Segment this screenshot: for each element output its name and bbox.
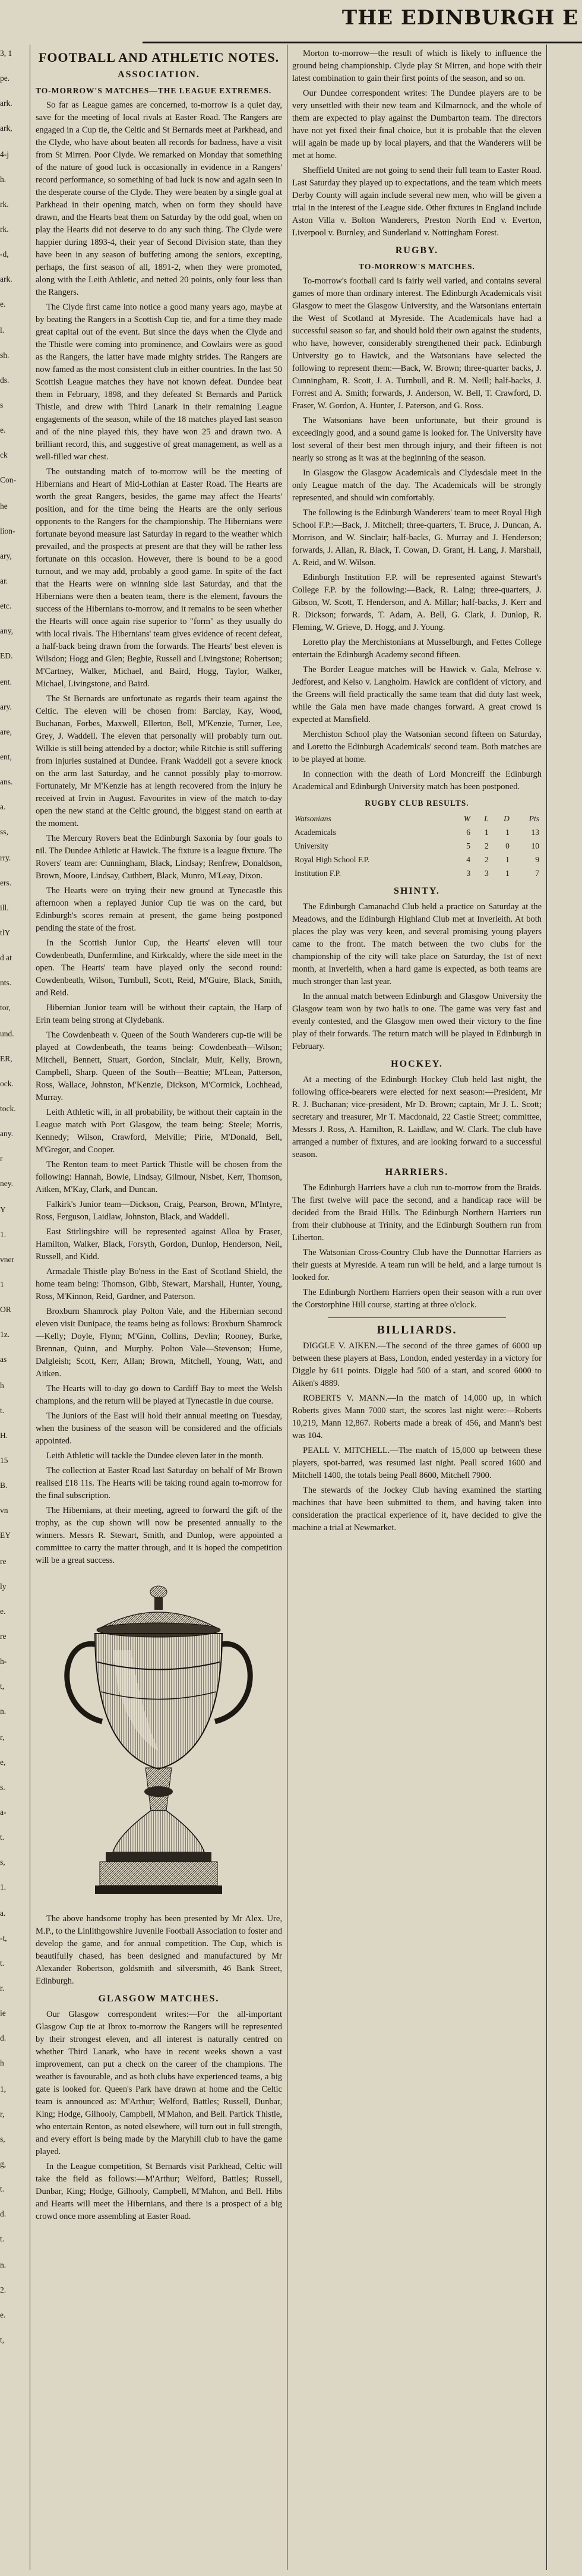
fragment-line: ans. [0,777,13,786]
fragment-line: any. [0,1129,13,1138]
fragment-line: ED. [0,651,13,660]
fragment-line: B. [0,1481,8,1490]
fragment-line: as [0,1355,7,1364]
fragment-line: ie [0,2009,6,2017]
fragment-line: ock. [0,1079,14,1088]
fragment-line: ary. [0,702,12,711]
fragment-line: H. [0,1431,8,1440]
fragment-line: h- [0,1657,7,1666]
fragment-line: tor, [0,1003,11,1012]
fragment-line: n. [0,1707,7,1716]
fragment-line: d. [0,2033,7,2042]
table-row [292,812,542,825]
table-cell: 9 [535,855,539,864]
paragraph: Merchiston School play the Watsonian second fifteen on Saturday, and Loretto the Edinburgh Academicals' second team. Both matches are to be played at home. [292,730,542,764]
paragraph: In the Scottish Junior Cup, the Hearts' eleven will tour Cowdenbeath, Dunfermline, and Kirkcaldy, where the side meet in the open. The Hearts' team have played only the second round: Cowdenbeath, Wilson, Turnbull, Scott, Reid, M'Guire, Black, Smith, and Reid. [36,938,282,998]
paragraph: In connection with the death of Lord Moncreiff the Edinburgh Academical and Edinburgh University match has been postponed. [292,770,542,792]
fragment-line: EY [0,1531,11,1540]
fragment-line: d. [0,2209,7,2218]
paragraph: DIGGLE V. AIKEN.—The second of the three games of 6000 up between these players at Bass, London, ended yesterday in a victory for Diggle by 611 points. Diggle had 500 of a start, and scored 6000 to Aiken's 4889. [292,1341,542,1388]
fragment-line: ck [0,450,8,459]
fragment-line: 4-j [0,150,9,159]
fragment-line: g, [0,2159,7,2168]
table-cell: 13 [531,828,539,837]
fragment-line: any, [0,626,13,635]
paragraph: The stewards of the Jockey Club having examined the starting machines that have been submitted to them, and having taken into consideration the practical experience of it, have decided to give the machine a trial at Newmarket. [292,1486,542,1533]
fragment-line: e, [0,1758,6,1767]
fragment-line: 1z. [0,1330,10,1339]
paragraph: The Mercury Rovers beat the Edinburgh Saxonia by four goals to nil. The Dundee Athletic at Hawick. The fixture is a league fixture. The Rovers' team are: Cunningham, Black, Lindsay; Renfrew, Donaldson, Brown, Moore, Lindsay, Cuthbert, Black, Munro, M'Leay, Dixon. [36,834,282,881]
paragraph: At a meeting of the Edinburgh Hockey Club held last night, the following office-bearers were elected for next season:—President, Mr R. J. Buchanan; vice-president, Mr D. Brown; captain, Mr J. L. Scott; secretary and treasurer, Mr T. Macdonald, 22 Castle Street; committee, Messrs J. Ross, A. Hamilton, R. Laidlaw, and W. Clark. The club have arranged a number of fixtures, and are looking forward to a successful season. [292,1075,542,1159]
fragment-line: s. [0,1783,5,1792]
section-harriers: HARRIERS. [385,1167,449,1177]
fragment-line: r, [0,2110,5,2118]
fragment-line: s, [0,1858,5,1866]
fragment-line: ill. [0,903,9,912]
table-cell: 10 [531,841,539,850]
fragment-line: nts. [0,978,12,987]
paragraph: Loretto play the Merchistonians at Musselburgh, and Fettes College entertain the Edinburgh Academy second fifteen. [292,638,542,660]
table-row [292,866,542,880]
fragment-line: 1, [0,2085,7,2093]
trophy-caption: The above handsome trophy has been presented by Mr Alex. Ure, M.P., to the Linlithgowshire Juvenile Football Association to foster and develop the game, and for annual competition. The Cup, which is beautifully chased, has been designed and manufactured by Mr Alexander Robertson, goldsmith and silversmith, 46 Bank Street, Edinburgh. [36,1914,282,1986]
paragraph: The Hearts were on trying their new ground at Tynecastle this afternoon when a replayed Junior Cup tie was on the card, but Edinburgh's scores remain at present, the game being postponed pending the state of the frost. [36,886,282,933]
table-cell: Watsonians [295,814,331,823]
trophy-cup-illustration [36,1573,282,1906]
paragraph: Hibernian Junior team will be without their captain, the Harp of Erin team being strong at Clydebank. [36,1003,282,1025]
fragment-line: t. [0,2234,5,2243]
paragraph: The collection at Easter Road last Saturday on behalf of Mr Brown realised £18 11s. The Hearts will be taking round again to-morrow for the final subscription. [36,1466,282,1500]
paragraph: The Edinburgh Harriers have a club run to-morrow from the Braids. The first twelve will pace the second, and a handicap race will be decided from the Braid Hills. The Edinburgh Northern Harriers run from their clubhouse at Trinity, and the Edinburgh Southern run from Liberton. [292,1183,542,1243]
table-cell: L [484,814,489,823]
section-billiards: BILLIARDS. [377,1323,457,1336]
fragment-line: he [0,502,8,510]
table-cell: Academicals [295,828,336,837]
table-cell: 1 [505,855,510,864]
table-cell: Royal High School F.P. [295,855,370,864]
paragraph: In the League competition, St Bernards visit Parkhead, Celtic will take the field as follows:—M'Arthur; Welford, Battles; Russell, Dunbar, King; Hodge, Gilhooly, Campbell, M'Mahon, and Bell. Hibs and Hearts will meet the Hibernians, and there is a prospect of a big crowd once more assembling at Easter Road. [36,2162,282,2221]
fragment-line: sh. [0,351,10,360]
fragment-line: ar. [0,576,8,585]
fragment-line: h [0,1381,4,1390]
section-rugby: RUGBY. [395,245,439,256]
fragment-line: ark. [0,275,12,283]
fragment-line: ers. [0,878,12,887]
section-hockey: HOCKEY. [391,1059,443,1069]
column-rule [546,45,547,2570]
paragraph: The Hearts will to-day go down to Cardiff Bay to meet the Welsh champions, and the return will be played at Tynecastle in due course. [36,1384,282,1406]
table-cell: University [295,841,328,850]
paragraph: East Stirlingshire will be represented against Alloa by Fraser, Hamilton, Walker, Black, Forsyth, Gordon, Dunlop, Henderson, Neil, Russell, and Kidd. [36,1227,282,1262]
fragment-line: re [0,1632,7,1641]
fragment-line: ark, [0,124,12,133]
newspaper-title: THE EDINBURGH E [341,6,578,30]
table-cell: Pts [529,814,539,823]
fragment-line: t. [0,1833,5,1842]
paragraph: The outstanding match of to-morrow will be the meeting of Hibernians and Heart of Mid-Lothian at Easter Road. The Hearts are worth the great Rangers, besides, the game may affect the Hearts' position, and for the time being the Hearts are the only serious opponents to the Rangers for the championship. The Hibernians were fortunate beyond measure last Saturday in regard to the weather which prevailed, and the prospects at present are that they will be rather less fortunate on this occasion. However, there is bound to be a good turnout, and we may add, probably a good game. In spite of the fact that the Hearts were on winning side last Saturday, and that the Hibernians were then a beaten team, there is the element, favours the success of the Hibernians to-morrow, and it remains to be seen whether the Hearts will once again rise superior to "form" as they usually do with local rivals. The Hibernians' team gives evidence of recent defeat, a half-back being drawn from the forwards. The Hearts' best eleven is Wilsdon; Hogg and Glen; Begbie, Russell and Livingstone; Robertson; M'Cartney, Walker, Michael, and Baird, Hogg, Taylor, Walker, Michael, Livingstone, and Baird. [36,467,282,689]
fragment-line: vner [0,1255,14,1264]
fragment-line: ds. [0,376,10,384]
fragment-line: s [0,401,4,409]
fragment-line: d at [0,953,12,962]
fragment-line: 2. [0,2285,7,2294]
paragraph: In the annual match between Edinburgh and Glasgow University the Glasgow team won by two hails to one. The game was very fast and evenly contested, and the Glasgow men owed their victory to the fine play of their forwards. The return match will be played in Edinburgh in February. [292,992,542,1051]
paragraph: Leith Athletic will, in all probability, be without their captain in the League match with Port Glasgow, the team being: Steele; Morris, Kennedy; Wilson, Crawford, Melville; Pirie, M'Donald, Bell, M'Gregor, and Cooper. [36,1108,282,1155]
paragraph: The Edinburgh Camanachd Club held a practice on Saturday at the Meadows, and the Edinburgh Highland Club met at Inverleith. At both places the play was very keen, and several promising young players came to the front. The match between the two clubs for the championship of the city will take place on Saturday, the 1st of next month, at Inverleith, when a hard game is expected, as both teams are much stronger than last year. [292,902,542,986]
fragment-line: e. [0,425,6,434]
left-column-fragment [0,48,26,2567]
fragment-line: ER, [0,1054,12,1063]
paragraph: The St Bernards are unfortunate as regards their team against the Celtic. The eleven will be chosen from: Barclay, Kay, Wood, Buchanan, Forbes, Maxwell, Ellerton, Bell, M'Kenzie, Turner, Lee, Grey, J. Waddell. The eleven that personally will probably turn out. Wilkie is still being attended by a doctor; while Ritchie is still suffering from injuries sustained at Dundee. Frank Waddell got a severe knock on the arm last Saturday, and he cannot possibly play to-morrow. Fortunately, Mr M'Kenzie has at length recovered from the injury he received at Irvin in August. Favourites in view of the match to-day open the new stand at the Celtic ground, the biggest stand on earth at the moment. [36,694,282,828]
table-cell: W [463,814,470,823]
paragraph: PEALL V. MITCHELL.—The match of 15,000 up between these players, spot-barred, was resumed last night. Peall scored 1600 and Mitchell 1400, the totals being Peall 8600, Mitchell 7900. [292,1446,542,1480]
table-cell: Institution F.P. [295,869,341,878]
fragment-line: -d, [0,250,9,258]
section-association: ASSOCIATION. [118,70,200,80]
paragraph: The Watsonian Cross-Country Club have the Dunnottar Harriers as their guests at Myreside. A team run will be held, and a large turnout is looked for. [292,1248,542,1282]
table-cell: D [504,814,510,823]
table-cell: 4 [466,855,470,864]
fragment-line: n. [0,2260,7,2269]
fragment-line: h [0,2058,4,2067]
fragment-line: ney. [0,1179,13,1188]
fragment-line: 15 [0,1456,8,1465]
table-cell: 5 [466,841,470,850]
rugby-results-table [292,812,542,880]
fragment-line: rk. [0,200,9,209]
fragment-line: rk. [0,225,9,234]
table-cell: 7 [535,869,539,878]
fragment-line: s, [0,2134,5,2143]
paragraph: The Border League matches will be Hawick v. Gala, Melrose v. Jedforest, and Kelso v. Langholm. Hawick are confident of victory, and the Greens will field practically the same team that did duty last week, while the Gala men have made changes forward. A great crowd is expected at Mansfield. [292,665,542,724]
table-cell: 3 [484,869,489,878]
fragment-line: 1. [0,1230,7,1239]
fragment-line: pe. [0,74,10,83]
section-divider [328,1317,506,1318]
table-cell: 6 [466,828,470,837]
fragment-line: t, [0,1682,5,1691]
subhead-glasgow-matches: GLASGOW MATCHES. [98,1994,220,2004]
fragment-line: e. [0,1607,6,1616]
fragment-line: re [0,1557,7,1566]
paragraph: The Renton team to meet Partick Thistle will be chosen from the following: Hannah, Bowie, Lindsay, Gilmour, Nisbet, Kerr, Thomson, Aitken, M'Kay, Clark, and Duncan. [36,1160,282,1194]
fragment-line: lion- [0,526,15,535]
fragment-line: vn [0,1506,8,1515]
fragment-line: 1. [0,1883,7,1891]
table-row [292,839,542,853]
fragment-line: ent. [0,677,12,686]
paragraph: The Juniors of the East will hold their annual meeting on Tuesday, when the business of the season will be considered and the officials appointed. [36,1411,282,1446]
paragraph: Broxburn Shamrock play Polton Vale, and the Hibernian second eleven visit Dunipace, the teams being as follows: Broxburn Shamrock—Kelly; Doyle, Flynn; M'Ginn, Collins, Devlin; Rooney, Burke, Brennan, Quinn, and Murphy. Polton Vale—Stevenson; Hume, Dalgleish; Scott, Kerr, Allan; Brown, Mitchell, Young, Watt, and Aitken. [36,1307,282,1379]
fragment-line: und. [0,1029,14,1038]
article-heading: FOOTBALL AND ATHLETIC NOTES. [38,50,280,65]
paragraph: In Glasgow the Glasgow Academicals and Clydesdale meet in the only League match of the day. The Academicals will be strongly represented, and should win comfortably. [292,468,542,503]
trophy-cup-icon [36,1573,282,1906]
paragraph: To-morrow's football card is fairly well varied, and contains several games of more than ordinary interest. The Edinburgh Academicals visit Glasgow to meet the Glasgow University, and the Watsonians entertain the West of Scotland at Myreside. The Academicals have had a successful season so far, and should hold their own against the students, who have, however, considerably strengthened their pack. Edinburgh University go to Hawick, and the Watsonians have selected the following to represent them:—Back, W. Brown; three-quarter backs, J. Cunningham, R. Scott, J. A. Turnbull, and R. M. Neill; half-backs, J. Forrest and A. Smith; forwards, J. Anderson, W. Bell, T. Crawford, D. Fraser, W. Gordon, A. Hunter, J. Paterson, and G. Ross. [292,276,542,411]
fragment-line: l. [0,326,5,335]
paragraph: Edinburgh Institution F.P. will be represented against Stewart's College F.P. by the following:—Back, R. Laing; three-quarters, J. Gibson, W. Scott, T. Henderson, and A. Millar; half-backs, J. Kerr and R. Dickson; forwards, T. Adam, A. Bell, G. Clark, J. Dunlop, R. Fleming, W. Grieve, D. Hogg, and J. Young. [292,573,542,632]
fragment-line: -t, [0,1934,7,1943]
fragment-line: tock. [0,1104,16,1113]
fragment-line: Con- [0,475,16,484]
right-column [292,48,542,2570]
table-cell: 1 [505,828,510,837]
paragraph: ROBERTS V. MANN.—In the match of 14,000 up, in which Roberts gives Mann 7000 start, the scores last night were:—Roberts 10,219, Mann 12,867. Roberts made a break of 456, and Mann's best was 104. [292,1393,542,1440]
fragment-line: 3, 1 [0,49,12,58]
fragment-line: ark. [0,99,12,108]
fragment-line: ly [0,1582,7,1591]
table-cell: 0 [505,841,510,850]
table-cell: 1 [484,828,489,837]
fragment-line: 1 [0,1280,4,1289]
paragraph: Leith Athletic will tackle the Dundee eleven later in the month. [46,1451,264,1461]
fragment-line: t. [0,1406,5,1415]
table-row [292,825,542,839]
fragment-line: OR [0,1305,11,1314]
table-cell: 1 [505,869,510,878]
fragment-line: h. [0,175,7,184]
paragraph: Our Glasgow correspondent writes:—For the all-important Glasgow Cup tie at Ibrox to-morrow the Rangers will be represented by their strongest eleven, and all interest is naturally centred on whether Third Lanark, who have in recent weeks shown a vast improvement, can put a check on the career of the champions. The weather is favourable, and as both clubs have experienced teams, a big gate is looked for. Queen's Park have drawn at home and the Celtic team is announced as: M'Arthur; Welford, Battles; Russell, Dunbar, King; Hodge, Gilhooly, Campbell, M'Mahon, and Bell. Partick Thistle, who entertain Renton, as noted elsewhere, will turn out in full strength, and every effort is being made by the Maryhill club to have the game played. [36,2010,282,2156]
fragment-line: r [0,1154,3,1163]
paragraph: Falkirk's Junior team—Dickson, Craig, Pearson, Brown, M'Intyre, Ross, Ferguson, Laidlaw, Johnston, Black, and Waddell. [36,1200,282,1222]
paragraph: The Cowdenbeath v. Queen of the South Wanderers cup-tie will be played at Cowdenbeath, the teams being: Cowdenbeath—Wilson; Mitchell, Bennett, Stuart, Gordon, Sinclair, Muir, Kelly, Brown, Campbell, Sharp. Queen of the South—Beattie; M'Lean, Patterson, Ross, Wallace, Johnston, M'Kenzie, Dickson, M'Cormick, Lochhead, Murray. [36,1030,282,1102]
fragment-line: e. [0,2310,6,2319]
table-cell: 2 [484,841,489,850]
paragraph: The Hibernians, at their meeting, agreed to forward the gift of the trophy, as the cup shown will now be presented annually to the winners. Messrs R. Stewart, Smith, and Dunlop, were appointed a committee to carry the matter through, and it is hoped the competition will be a great success. [36,1506,282,1565]
section-shinty: SHINTY. [394,886,440,896]
masthead [143,0,582,43]
fragment-line: a- [0,1808,7,1817]
fragment-line: a. [0,1909,6,1918]
fragment-line: tlY [0,928,11,937]
fragment-line: ent, [0,752,12,761]
fragment-line: r. [0,1984,5,1992]
fragment-line: e. [0,299,6,308]
fragment-line: t. [0,1959,5,1968]
table-cell: 2 [484,855,489,864]
paragraph: Sheffield United are not going to send their full team to Easter Road. Last Saturday they played up to expectations, and the team which meets Derby County will again include several new men, who will be given a trial in the interest of the League side. Other fixtures in England include Aston Villa v. Bolton Wanderers, Preston North End v. Everton, Liverpool v. Burnley, and Sunderland v. Nottingham Forest. [292,166,542,238]
center-column [36,48,282,2570]
fragment-line: t. [0,2184,5,2193]
fragment-line: ss, [0,827,8,836]
paragraph: Our Dundee correspondent writes: The Dundee players are to be very unsettled with their new team and Kilmarnock, and the whole of them are expected to play against the Dumbarton team. The directors have not yet fixed their final choice, but it is probable that the eleven will again be made up by local players, and that the Wanderers will be met at home. [292,89,542,160]
paragraph: The Watsonians have been unfortunate, but their ground is exceedingly good, and a sound game is looked for. The University have lost several of their best men through injury, and their fifteen is not nearly so strong as it was at the beginning of the season. [292,416,542,463]
table-row [292,853,542,866]
rugby-results-heading: RUGBY CLUB RESULTS. [365,799,469,808]
paragraph: Morton to-morrow—the result of which is likely to influence the ground being championship. Clyde play St Mirren, and hope with their latest combination to gain their first points of the season, and so on. [292,49,542,83]
fragment-line: etc. [0,601,12,610]
paragraph: The Edinburgh Northern Harriers open their season with a run over the Corstorphine Hill course, starting at three o'clock. [292,1288,542,1310]
fragment-line: r, [0,1733,5,1742]
table-cell: 3 [466,869,470,878]
fragment-line: Y [0,1205,6,1214]
fragment-line: rry. [0,853,11,862]
paragraph: The Clyde first came into notice a good many years ago, maybe at by beating the Rangers in a Scottish Cup tie, and for a time they made great capital out of the event. But since the days when the Clyde and the Thistle were coming into prominence, and Cowlairs were as good as the Rangers, the latter have made mighty strides. The Rangers are now famed as the most consistent club in either countries. In the last 50 Scottish League matches they have not known defeat. Dundee beat them in February, 1898, and they defeated St Bernards and Partick Thistle, and drew with Third Lanark in their remaining League engagements of the season, while of the 18 matches played last season and of the nine played this, they have won 25 and drawn two. A brilliant record, this, and suggestive of great management, as well as a well-filled war chest. [36,302,282,462]
paragraph: The following is the Edinburgh Wanderers' team to meet Royal High School F.P.:—Back, J. Mitchell; three-quarters, T. Bruce, J. Duncan, A. Morrison, and W. Sinclair; half-backs, G. Murray and J. Henderson; forwards, J. Allan, R. Black, T. Cowan, D. Grant, H. Lang, J. Marshall, A. Reid, and W. Wilson. [292,508,542,567]
subhead-rugby-matches: TO-MORROW'S MATCHES. [359,262,475,271]
subhead-tomorrows-matches: TO-MORROW'S MATCHES—THE LEAGUE EXTREMES. [36,86,272,95]
fragment-line: t, [0,2335,5,2344]
paragraph: So far as League games are concerned, to-morrow is a quiet day, save for the meeting of local rivals at Easter Road. The Rangers are engaged in a Cup tie, the Celtic and St Bernards meet at Parkhead, and the Clyde, who have about beaten all records for badness, have a visit from St Mirren. Poor Clyde. We remarked on Monday that something of the nature of good luck is occasionally in evidence in a Rangers' record performance, so something of bad luck is now and again seen in the desperate course of the Clyde. They were beaten by a single goal at Parkhead in their opening match, when on form they should have drawn, and the Hearts beat them on Saturday by the odd goal, when on play the Hearts did not deserve to do any such thing. The Clyde were happier during 1893-4, their year of Second Division state, than they have been in any season of buffeting among the seniors, excepting, perhaps, the first season of all, 1891-2, when they were promoted, along with the Leith Athletic, and netted 20 points, only four less than the Rangers. [36,100,282,297]
fragment-line: ary, [0,551,12,560]
paragraph: Armadale Thistle play Bo'ness in the East of Scotland Shield, the home team being: Thomson, Gibb, Stewart, Marshall, Hunter, Young, Ross, M'Kinnon, Reid, Gardner, and Paterson. [36,1267,282,1301]
fragment-line: a. [0,802,6,811]
fragment-line: are, [0,727,12,736]
